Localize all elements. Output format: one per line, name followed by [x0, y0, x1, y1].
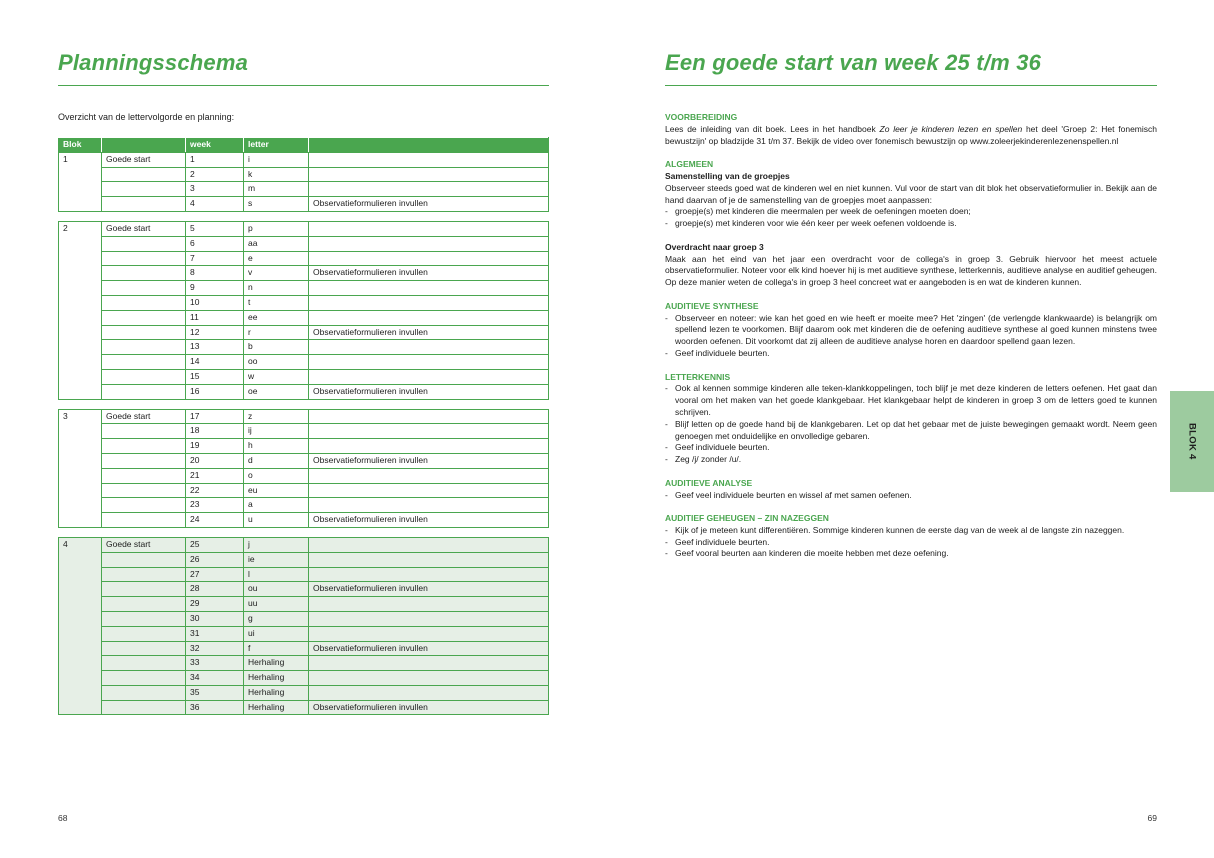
week-cell: 36 [186, 700, 244, 715]
section-heading: AUDITIEVE ANALYSE [665, 477, 753, 488]
letter-cell: u [244, 513, 309, 528]
letter-cell: i [244, 152, 309, 167]
label-cell [102, 552, 186, 567]
blok-table [58, 409, 549, 528]
list-item: - Observeer en noteer: wie kan het goed en wie heeft er moeite mee? Het 'zingen' (de verlengde klankwaarde) is belangrijk om spellend lezen te voorkomen. Blijf daarom ook met kinderen die de oefening auditieve synthese al goed kunnen minstens twee woorden oefenen. Dit voorkomt dat zij alleen de auditieve analyse horen en daardoor spellend gaan lezen. [665, 313, 1157, 348]
letter-cell: w [244, 369, 309, 384]
table-row [59, 340, 549, 355]
label-cell [102, 671, 186, 686]
blok-tab-label: BLOK 4 [1186, 423, 1198, 460]
text: het deel 'Groep 2: Het fonemisch bewustzijn' op bladzijde 31 t/m 37. Bekijk de video over fonemisch bewustzijn op www.zoleerjekinderenlezenenspellen.nl [665, 123, 1158, 146]
label-cell: Goede start [102, 152, 186, 167]
label-cell [102, 182, 186, 197]
week-cell: 5 [186, 221, 244, 236]
note-cell [309, 597, 549, 612]
note-cell [309, 552, 549, 567]
note-cell [309, 626, 549, 641]
week-cell: 11 [186, 310, 244, 325]
list-item: - Ook al kennen sommige kinderen alle teken-klankkoppelingen, toch blijf je met deze kinderen de letters oefenen. Het gaat dan vooral om het maken van het goede klankgebaar. Het klankgebaar helpt de kinderen in groep 3 om de letters goed te kunnen schrijven. [665, 383, 1157, 418]
week-cell: 16 [186, 384, 244, 399]
week-cell: 7 [186, 251, 244, 266]
note-cell [309, 424, 549, 439]
week-cell: 8 [186, 266, 244, 281]
table-row [59, 266, 549, 281]
letter-cell: uu [244, 597, 309, 612]
note-cell: Observatieformulieren invullen [309, 453, 549, 468]
label-cell [102, 384, 186, 399]
table-row [59, 424, 549, 439]
table-row [59, 700, 549, 715]
week-cell: 24 [186, 513, 244, 528]
section-heading: VOORBEREIDING [665, 112, 738, 122]
letter-cell: m [244, 182, 309, 197]
table-row [59, 409, 549, 424]
letter-cell: n [244, 281, 309, 296]
label-cell [102, 197, 186, 212]
letter-cell: r [244, 325, 309, 340]
list-item: - Geef vooral beurten aan kinderen die moeite hebben met deze oefening. [665, 548, 1157, 560]
note-cell: Observatieformulieren invullen [309, 325, 549, 340]
letter-cell: k [244, 167, 309, 182]
note-cell [309, 498, 549, 513]
letter-cell: e [244, 251, 309, 266]
label-cell [102, 424, 186, 439]
letter-cell: b [244, 340, 309, 355]
letter-cell: oe [244, 384, 309, 399]
letter-cell: Herhaling [244, 671, 309, 686]
label-cell [102, 439, 186, 454]
section-letterkennis [665, 372, 1157, 466]
intro-text: Overzicht van de lettervolgorde en planning: [58, 112, 235, 122]
table-row [59, 567, 549, 582]
week-cell: 19 [186, 439, 244, 454]
blok-number-cell: 4 [59, 537, 102, 715]
bullet-list [665, 525, 1157, 560]
note-cell [309, 310, 549, 325]
table-row [59, 355, 549, 370]
label-cell [102, 641, 186, 656]
column-header: week [186, 138, 244, 153]
subheading: Samenstelling van de groepjes [665, 170, 790, 181]
label-cell [102, 266, 186, 281]
week-cell: 21 [186, 468, 244, 483]
planning-table [58, 137, 549, 715]
note-cell: Observatieformulieren invullen [309, 513, 549, 528]
table-row [59, 310, 549, 325]
list-item: - Geef individuele beurten. [665, 537, 1157, 549]
week-cell: 30 [186, 611, 244, 626]
table-row [59, 236, 549, 251]
label-cell: Goede start [102, 221, 186, 236]
list-item: - Geef veel individuele beurten en wissel af met samen oefenen. [665, 490, 1157, 502]
bullet-list [665, 490, 1157, 502]
week-cell: 13 [186, 340, 244, 355]
list-item: - groepje(s) met kinderen voor wie één keer per week oefenen voldoende is. [665, 218, 1157, 230]
table-row [59, 582, 549, 597]
note-cell: Observatieformulieren invullen [309, 384, 549, 399]
week-cell: 10 [186, 295, 244, 310]
section-heading: LETTERKENNIS [665, 371, 731, 382]
column-header: Blok [59, 138, 102, 153]
note-cell: Observatieformulieren invullen [309, 582, 549, 597]
block-gap [58, 212, 549, 221]
bullet-list [665, 313, 1157, 360]
label-cell [102, 700, 186, 715]
label-cell [102, 251, 186, 266]
label-cell [102, 626, 186, 641]
blok-number-cell: 3 [59, 409, 102, 527]
letter-cell: ie [244, 552, 309, 567]
table-row [59, 325, 549, 340]
column-header [309, 138, 549, 153]
letter-cell: p [244, 221, 309, 236]
week-cell: 23 [186, 498, 244, 513]
content [665, 112, 1157, 572]
label-cell [102, 236, 186, 251]
letter-cell: aa [244, 236, 309, 251]
week-cell: 22 [186, 483, 244, 498]
label-cell [102, 325, 186, 340]
note-cell [309, 355, 549, 370]
section-algemeen [665, 159, 1157, 230]
left-page [58, 0, 549, 858]
table-row [59, 656, 549, 671]
week-cell: 34 [186, 671, 244, 686]
table-row [59, 483, 549, 498]
label-cell [102, 597, 186, 612]
table-row [59, 281, 549, 296]
table-row [59, 251, 549, 266]
week-cell: 31 [186, 626, 244, 641]
letter-cell: s [244, 197, 309, 212]
blok-number-cell: 1 [59, 152, 102, 211]
table-row [59, 685, 549, 700]
label-cell [102, 468, 186, 483]
table-row [59, 439, 549, 454]
table-row [59, 626, 549, 641]
note-cell [309, 611, 549, 626]
note-cell [309, 468, 549, 483]
note-cell: Observatieformulieren invullen [309, 266, 549, 281]
table-row [59, 453, 549, 468]
note-cell [309, 483, 549, 498]
letter-cell: ou [244, 582, 309, 597]
week-cell: 14 [186, 355, 244, 370]
letter-cell: v [244, 266, 309, 281]
list-item: - Zeg /j/ zonder /u/. [665, 454, 1157, 466]
note-cell [309, 167, 549, 182]
label-cell: Goede start [102, 537, 186, 552]
week-cell: 6 [186, 236, 244, 251]
column-header: letter [244, 138, 309, 153]
letter-cell: Herhaling [244, 700, 309, 715]
note-cell [309, 439, 549, 454]
week-cell: 25 [186, 537, 244, 552]
letter-cell: h [244, 439, 309, 454]
note-cell [309, 409, 549, 424]
note-cell [309, 340, 549, 355]
list-item: - groepje(s) met kinderen die meermalen per week de oefeningen moeten doen; [665, 206, 1157, 218]
note-cell [309, 685, 549, 700]
book-title: Zo leer je kinderen lezen en spellen [879, 123, 1023, 134]
note-cell [309, 182, 549, 197]
week-cell: 18 [186, 424, 244, 439]
week-cell: 28 [186, 582, 244, 597]
table-row [59, 513, 549, 528]
label-cell [102, 355, 186, 370]
table-row [59, 597, 549, 612]
section-voorbereiding [665, 112, 1157, 147]
letter-cell: ee [244, 310, 309, 325]
page-title: Een goede start van week 25 t/m 36 [665, 50, 1042, 75]
label-cell [102, 310, 186, 325]
table-row [59, 384, 549, 399]
note-cell [309, 656, 549, 671]
blok-table [58, 137, 549, 212]
week-cell: 33 [186, 656, 244, 671]
week-cell: 2 [186, 167, 244, 182]
bullet-list [665, 206, 1157, 230]
table-row [59, 498, 549, 513]
bullet-list [665, 383, 1157, 466]
table-row [59, 641, 549, 656]
week-cell: 15 [186, 369, 244, 384]
letter-cell: o [244, 468, 309, 483]
table-row [59, 537, 549, 552]
note-cell [309, 221, 549, 236]
note-cell: Observatieformulieren invullen [309, 641, 549, 656]
letter-cell: Herhaling [244, 656, 309, 671]
section-heading: ALGEMEEN [665, 159, 714, 170]
paragraph [665, 124, 1157, 148]
label-cell [102, 281, 186, 296]
list-item: - Geef individuele beurten. [665, 442, 1157, 454]
letter-cell: g [244, 611, 309, 626]
paragraph: Maak aan het eind van het jaar een overdracht voor de collega's in groep 3. Gebruik hiervoor het meest actuele observatieformulier. Noteer voor elk kind hoever hij is met auditieve synthese, letterkennis, auditieve analyse en auditief geheugen. Op deze manier weten de collega's in groep 3 heel concreet wat er aangeboden is en wat de kinderen kunnen. [665, 253, 1157, 288]
page-number: 69 [1147, 813, 1157, 823]
note-cell [309, 537, 549, 552]
table-row [59, 552, 549, 567]
label-cell [102, 567, 186, 582]
text: Lees de inleiding van dit boek. Lees in het handboek [665, 123, 880, 134]
blok-number-cell: 2 [59, 221, 102, 399]
label-cell: Goede start [102, 409, 186, 424]
week-cell: 1 [186, 152, 244, 167]
letter-cell: l [244, 567, 309, 582]
blok-table [58, 537, 549, 716]
note-cell: Observatieformulieren invullen [309, 197, 549, 212]
letter-cell: ui [244, 626, 309, 641]
letter-cell: a [244, 498, 309, 513]
page-number: 68 [58, 813, 68, 823]
list-item: - Blijf letten op de goede hand bij de klankgebaren. Let op dat het gebaar met de juiste bewegingen gemaakt wordt. Neem geen genoegen met onduidelijke en onvolledige gebaren. [665, 419, 1157, 443]
note-cell [309, 152, 549, 167]
note-cell [309, 369, 549, 384]
label-cell [102, 685, 186, 700]
label-cell [102, 582, 186, 597]
label-cell [102, 340, 186, 355]
note-cell [309, 251, 549, 266]
week-cell: 9 [186, 281, 244, 296]
letter-cell: oo [244, 355, 309, 370]
section-auditief-geheugen [665, 513, 1157, 560]
note-cell [309, 236, 549, 251]
table-row [59, 671, 549, 686]
table-row [59, 295, 549, 310]
table-row [59, 611, 549, 626]
table-row [59, 182, 549, 197]
label-cell [102, 513, 186, 528]
section-heading: AUDITIEF GEHEUGEN – ZIN NAZEGGEN [665, 513, 829, 524]
table-row [59, 468, 549, 483]
label-cell [102, 369, 186, 384]
letter-cell: d [244, 453, 309, 468]
note-cell [309, 567, 549, 582]
title-divider [665, 85, 1157, 86]
week-cell: 27 [186, 567, 244, 582]
section-auditieve-synthese [665, 301, 1157, 360]
week-cell: 17 [186, 409, 244, 424]
list-item: - Geef individuele beurten. [665, 348, 1157, 360]
letter-cell: Herhaling [244, 685, 309, 700]
blok-side-tab [1170, 391, 1214, 492]
table-row [59, 167, 549, 182]
section-heading: AUDITIEVE SYNTHESE [665, 300, 759, 311]
page-title: Planningsschema [58, 50, 249, 75]
header-row [59, 138, 549, 153]
label-cell [102, 611, 186, 626]
letter-cell: t [244, 295, 309, 310]
week-cell: 32 [186, 641, 244, 656]
label-cell [102, 656, 186, 671]
letter-cell: z [244, 409, 309, 424]
note-cell [309, 671, 549, 686]
letter-cell: ij [244, 424, 309, 439]
table-row [59, 369, 549, 384]
label-cell [102, 295, 186, 310]
week-cell: 4 [186, 197, 244, 212]
table-row [59, 197, 549, 212]
note-cell [309, 295, 549, 310]
table-row [59, 221, 549, 236]
blok-table [58, 221, 549, 400]
letter-cell: eu [244, 483, 309, 498]
week-cell: 26 [186, 552, 244, 567]
week-cell: 35 [186, 685, 244, 700]
block-gap [58, 528, 549, 537]
label-cell [102, 453, 186, 468]
section-overdracht [665, 242, 1157, 289]
section-auditieve-analyse [665, 478, 1157, 502]
list-item: - Kijk of je meteen kunt differentiëren. Sommige kinderen kunnen de eerste dag van de week al de langste zin nazeggen. [665, 525, 1157, 537]
subheading: Overdracht naar groep 3 [665, 241, 764, 252]
note-cell [309, 281, 549, 296]
right-page [665, 0, 1157, 858]
letter-cell: f [244, 641, 309, 656]
week-cell: 20 [186, 453, 244, 468]
column-header [102, 138, 186, 153]
label-cell [102, 167, 186, 182]
letter-cell: j [244, 537, 309, 552]
label-cell [102, 483, 186, 498]
note-cell: Observatieformulieren invullen [309, 700, 549, 715]
label-cell [102, 498, 186, 513]
week-cell: 3 [186, 182, 244, 197]
table-row [59, 152, 549, 167]
week-cell: 12 [186, 325, 244, 340]
title-divider [58, 85, 549, 86]
paragraph: Observeer steeds goed wat de kinderen wel en niet kunnen. Vul voor de start van dit blok het observatieformulier in. Bekijk aan de hand daarvan of je de samenstelling van de groepjes moet aanpassen: [665, 182, 1157, 205]
week-cell: 29 [186, 597, 244, 612]
block-gap [58, 400, 549, 409]
